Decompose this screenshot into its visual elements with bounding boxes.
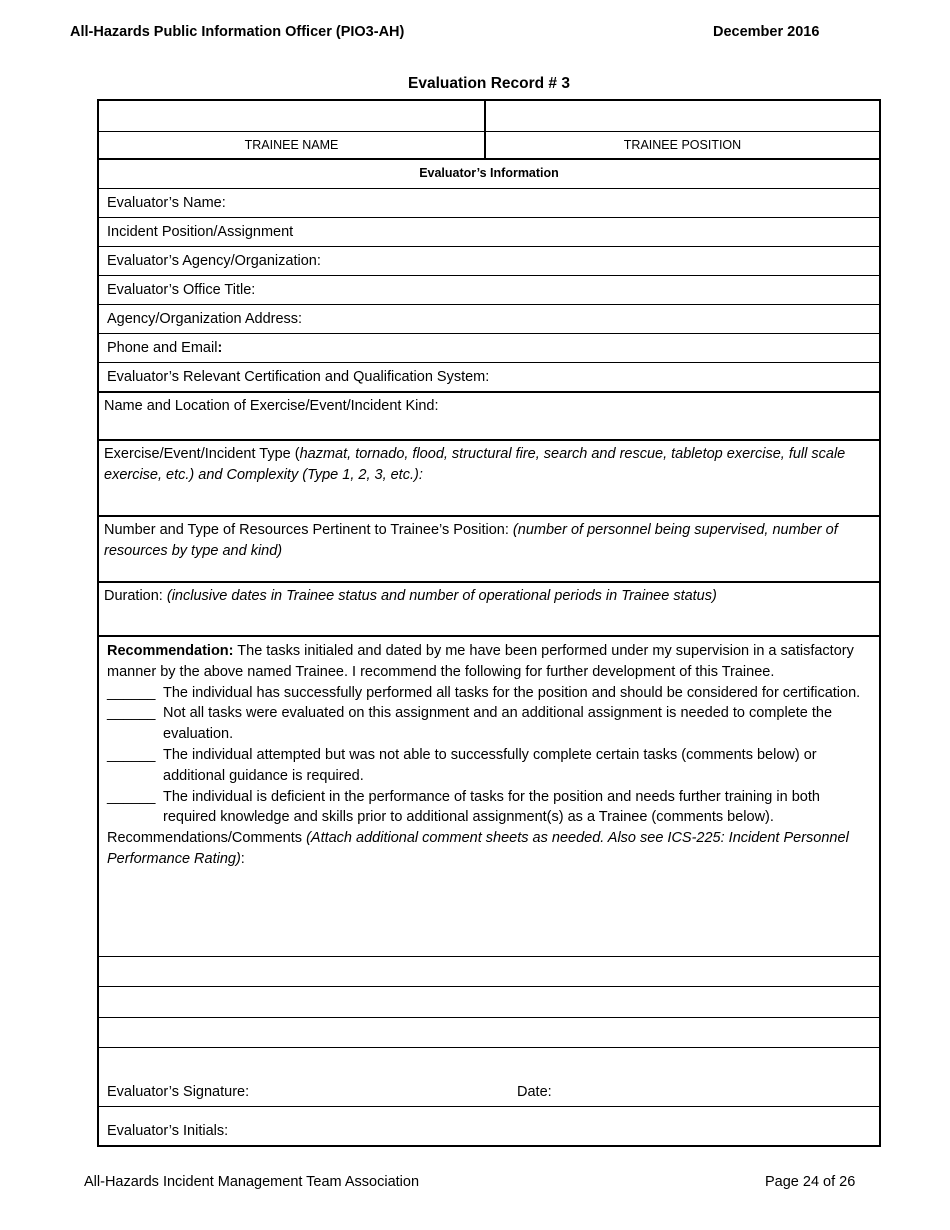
option-1-text: The individual has successfully performed all tasks for the position and should be considered for certification. (163, 684, 861, 701)
document-header-date: December 2016 (713, 24, 820, 40)
comments-instructions (107, 828, 871, 870)
recommendation-option-4 (107, 787, 871, 829)
trainee-position-label: TRAINEE POSITION (623, 138, 742, 152)
agency-address-field[interactable] (99, 305, 879, 334)
document-header-title: All-Hazards Public Information Officer (PIO3-AH) (70, 24, 405, 40)
option-4-text: The individual is deficient in the performance of tasks for the position and needs further training in both required knowledge and skills prior to additional assignment(s) as a Trainee (comments below). (163, 788, 820, 826)
evaluator-name-label: Evaluator’s Name: (107, 195, 226, 211)
trainee-position-field[interactable] (486, 101, 879, 131)
trainee-name-field[interactable] (99, 101, 486, 131)
duration-field[interactable] (99, 583, 879, 637)
evaluation-form (97, 99, 881, 1147)
trainee-name-label: TRAINEE NAME (99, 132, 486, 158)
comments-hint: (Attach additional comment sheets as needed. Also see ICS-225: Incident Personnel Performance Rating) (107, 830, 849, 867)
recommendation-text: The tasks initialed and dated by me have been performed under my supervision in a satisfactory manner by the above named Trainee. I recommend the following for further development of this Trainee. (107, 643, 854, 680)
comment-line-1[interactable] (99, 957, 879, 987)
exercise-location-field[interactable] (99, 393, 879, 441)
incident-type-field[interactable] (99, 441, 879, 517)
duration-hint: (inclusive dates in Trainee status and number of operational periods in Trainee status) (166, 588, 717, 604)
certification-label: Evaluator’s Relevant Certification and Qualification System: (107, 369, 490, 385)
incident-position-field[interactable] (99, 218, 879, 247)
incident-type-label: Exercise/Event/Incident Type ( (104, 446, 300, 462)
option-3-blank[interactable]: ______ (107, 746, 156, 763)
recommendation-intro (107, 641, 871, 683)
exercise-location-label: Name and Location of Exercise/Event/Incident Kind: (104, 398, 439, 414)
recommendation-section (99, 637, 879, 957)
resources-hint: (number of personnel being supervised, number of resources by type and kind) (104, 522, 838, 559)
phone-email-label: Phone and Email (107, 340, 218, 356)
evaluator-initials-label: Evaluator’s Initials: (107, 1123, 229, 1139)
initials-row[interactable] (99, 1107, 879, 1145)
recommendation-option-1 (107, 683, 871, 704)
evaluator-office-title-label: Evaluator’s Office Title: (107, 282, 256, 298)
incident-position-label: Incident Position/Assignment (107, 224, 294, 240)
trainee-input-row (99, 101, 879, 132)
phone-email-colon: : (217, 340, 223, 356)
option-2-text: Not all tasks were evaluated on this assignment and an additional assignment is needed to complete the evaluation. (163, 705, 833, 743)
footer-page-number: Page 24 of 26 (765, 1174, 856, 1190)
recommendation-option-2 (107, 703, 871, 745)
option-3-text: The individual attempted but was not able to successfully complete certain tasks (comments below) or additional guidance is required. (163, 746, 817, 784)
trainee-label-row (99, 132, 879, 160)
agency-address-label: Agency/Organization Address: (107, 311, 303, 327)
evaluator-agency-label: Evaluator’s Agency/Organization: (107, 253, 321, 269)
certification-field[interactable] (99, 363, 879, 393)
evaluator-agency-field[interactable] (99, 247, 879, 276)
form-title: Evaluation Record # 3 (408, 75, 570, 92)
evaluator-signature-label: Evaluator’s Signature: (107, 1084, 250, 1100)
resources-label: Number and Type of Resources Pertinent to Trainee’s Position: (104, 522, 513, 538)
comments-label: Recommendations/Comments (107, 830, 307, 847)
evaluator-name-field[interactable] (99, 189, 879, 218)
evaluator-office-title-field[interactable] (99, 276, 879, 305)
resources-field[interactable] (99, 517, 879, 583)
signature-date-label: Date: (517, 1084, 552, 1100)
option-4-blank[interactable]: ______ (107, 788, 156, 805)
recommendation-label: Recommendation: (107, 643, 234, 659)
recommendation-option-3 (107, 745, 871, 787)
comment-line-2[interactable] (99, 987, 879, 1018)
signature-row[interactable] (99, 1048, 879, 1107)
footer-organization: All-Hazards Incident Management Team Association (84, 1174, 420, 1190)
option-2-blank[interactable]: ______ (107, 705, 156, 722)
phone-email-field[interactable] (99, 334, 879, 363)
evaluator-section-title: Evaluator’s Information (99, 160, 879, 189)
incident-type-examples: hazmat, tornado, flood, structural fire, search and rescue, tabletop exercise, full scale exercise, etc.) and Complexity (Type 1, 2, 3, etc.): (104, 446, 846, 483)
option-1-blank[interactable]: ______ (107, 684, 156, 701)
comment-line-3[interactable] (99, 1018, 879, 1048)
comments-colon: : (240, 850, 245, 867)
duration-label: Duration: (104, 588, 167, 604)
